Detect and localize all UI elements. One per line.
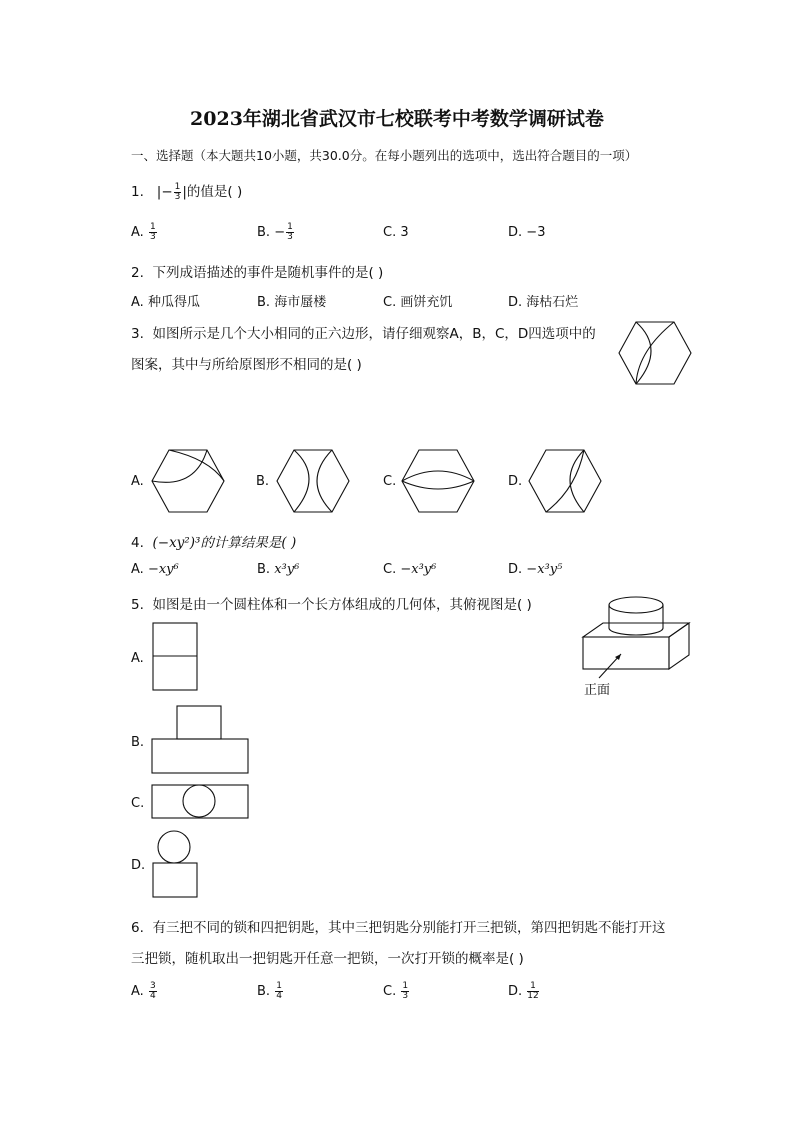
option-b[interactable]: B. 海市蜃楼 <box>257 295 327 310</box>
option-b[interactable]: B. <box>256 474 270 489</box>
option-c[interactable]: C. <box>131 796 145 811</box>
section-heading: 一、选择题（本大题共10小题，共30.0分。在每小题列出的选项中，选出符合题目的一项） <box>131 148 638 163</box>
option-d[interactable]: D. 海枯石烂 <box>508 295 579 310</box>
option-b[interactable]: B. $\frac{1}{4}$ <box>257 981 282 1001</box>
option-a[interactable]: A. <box>131 474 144 489</box>
hexagon-option-c-figure[interactable] <box>401 449 475 513</box>
fraction: $\frac{1}{4}$ <box>276 981 282 1001</box>
option-c[interactable]: C. −x³y⁶ <box>383 562 437 577</box>
option-d[interactable]: D. <box>131 858 146 873</box>
hexagon-option-d-figure[interactable] <box>528 449 602 513</box>
fraction: $\frac{1}{12}$ <box>527 981 539 1001</box>
fraction: $\frac{1}{3}$ <box>149 222 156 242</box>
option-b[interactable]: B. <box>131 735 145 750</box>
front-view-label: 正面 <box>584 683 611 698</box>
option-c[interactable]: C. <box>383 474 397 489</box>
fraction: $\frac{1}{3}$ <box>174 181 181 202</box>
question-6-line-2: 三把锁，随机取出一把钥匙开任意一把锁，一次打开锁的概率是( ) <box>131 951 524 967</box>
hexagon-reference-figure <box>618 321 692 385</box>
option-a[interactable]: A. <box>131 651 144 666</box>
fraction: $\frac{1}{3}$ <box>402 981 409 1001</box>
question-6: 6. 有三把不同的锁和四把钥匙，其中三把钥匙分别能打开三把锁，第四把钥匙不能打开这 <box>131 920 666 936</box>
hexagon-option-b-figure[interactable] <box>276 449 350 513</box>
top-view-option-b-figure[interactable] <box>151 705 251 775</box>
option-a[interactable]: A. −xy⁶ <box>131 562 179 577</box>
question-3-line-2: 图案，其中与所给原图形不相同的是( ) <box>131 357 362 373</box>
option-a[interactable]: A. $\frac{3}{4}$ <box>131 981 156 1001</box>
question-stem-prefix: |− <box>156 184 173 200</box>
question-stem-suffix: |的值是( ) <box>182 184 243 200</box>
option-c[interactable]: C. $\frac{1}{3}$ <box>383 981 409 1001</box>
option-b[interactable]: B. x³y⁶ <box>257 562 300 577</box>
option-d[interactable]: D. $\frac{1}{12}$ <box>508 981 539 1001</box>
question-number: 1. <box>131 184 144 200</box>
option-c[interactable]: C. 3 <box>383 225 409 240</box>
question-1 <box>131 180 242 202</box>
top-view-option-a-figure[interactable] <box>152 622 198 692</box>
question-5: 5. 如图是由一个圆柱体和一个长方体组成的几何体，其俯视图是( ) <box>131 597 532 613</box>
cylinder-cuboid-figure <box>580 590 692 672</box>
hexagon-option-a-figure[interactable] <box>151 449 225 513</box>
top-view-option-d-figure[interactable] <box>152 830 200 900</box>
question-2: 2. 下列成语描述的事件是随机事件的是( ) <box>131 265 384 281</box>
option-c[interactable]: C. 画饼充饥 <box>383 295 453 310</box>
option-b[interactable]: B. − $\frac{1}{3}$ <box>257 222 293 242</box>
option-a[interactable]: A. $\frac{1}{3}$ <box>131 222 156 242</box>
question-4: 4. (−xy²)³的计算结果是( ) <box>131 535 297 551</box>
option-d[interactable]: D. −x³y⁵ <box>508 562 563 577</box>
fraction: $\frac{3}{4}$ <box>149 981 156 1001</box>
option-d[interactable]: D. −3 <box>508 225 546 240</box>
option-d[interactable]: D. <box>508 474 523 489</box>
top-view-option-c-figure[interactable] <box>151 784 251 820</box>
fraction: $\frac{1}{3}$ <box>287 222 293 242</box>
option-a[interactable]: A. 种瓜得瓜 <box>131 295 200 310</box>
page-title: 2023年湖北省武汉市七校联考中考数学调研试卷 <box>190 108 604 130</box>
question-3: 3. 如图所示是几个大小相同的正六边形，请仔细观察A，B，C，D四选项中的 <box>131 326 596 342</box>
